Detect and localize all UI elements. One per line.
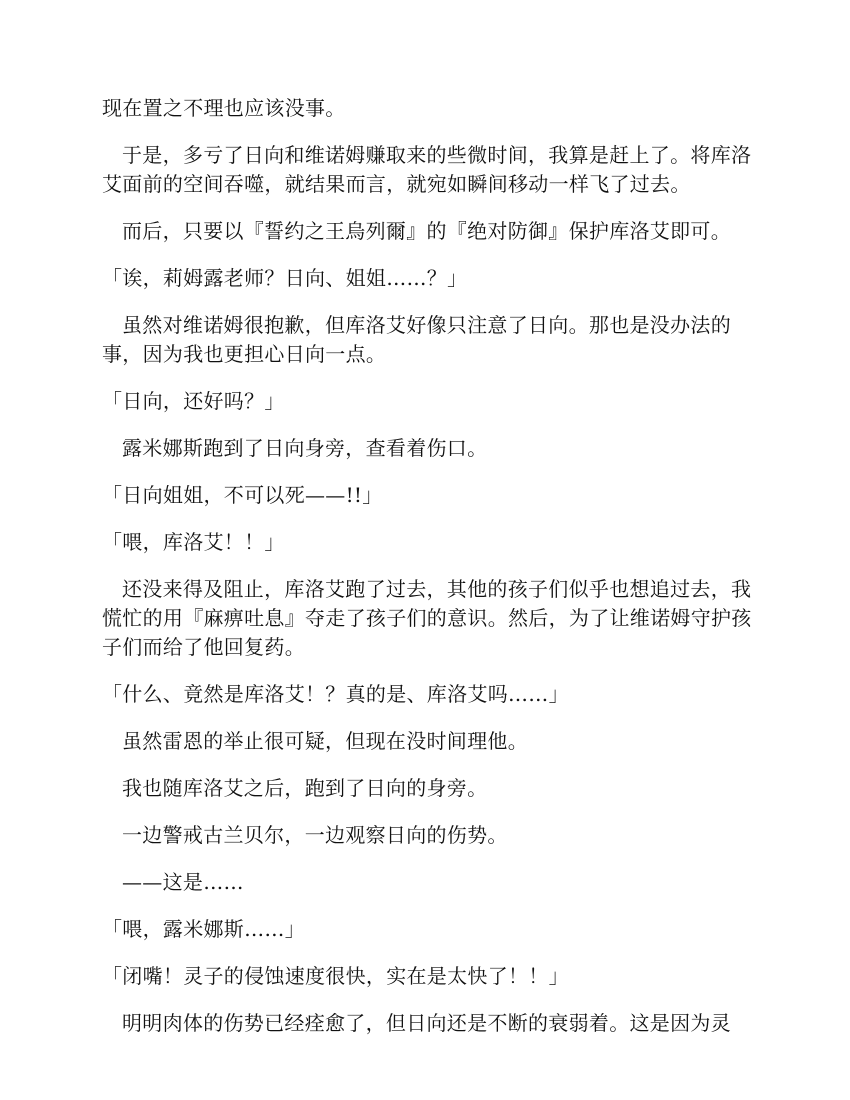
paragraph: 现在置之不理也应该没事。 [102,96,346,120]
dialogue-line: 「诶，莉姆露老师？日向、姐姐……？」 [102,266,468,290]
paragraph: 一边警戒古兰贝尔，一边观察日向的伤势。 [122,823,508,847]
dialogue-line: 「日向姐姐，不可以死——!!」 [102,483,383,507]
paragraph: 明明肉体的伤势已经痊愈了，但日向还是不断的衰弱着。这是因为灵 [122,1011,731,1035]
dialogue-line: 「什么、竟然是库洛艾！？真的是、库洛艾吗……」 [102,682,569,706]
paragraph: 虽然雷恩的举止很可疑，但现在没时间理他。 [122,729,528,753]
paragraph: 还没来得及阻止，库洛艾跑了过去，其他的孩子们似乎也想追过去，我慌忙的用『麻痹吐息』夺走了孩子们的意识。然后，为了让维诺姆守护孩子们而给了他回复药。 [102,577,752,659]
paragraph: ——这是…… [122,870,244,894]
paragraph: 露米娜斯跑到了日向身旁，查看着伤口。 [122,436,488,460]
dialogue-line: 「日向，还好吗？」 [102,389,285,413]
paragraph: 虽然对维诺姆很抱歉，但库洛艾好像只注意了日向。那也是没办法的事，因为我也更担心日向一点。 [102,313,731,366]
text-body [102,94,752,1056]
dialogue-line: 「喂，库洛艾！！」 [102,530,285,554]
dialogue-line: 「喂，露米娜斯……」 [102,917,305,941]
dialogue-line: 「闭嘴！灵子的侵蚀速度很快，实在是太快了！！」 [102,964,569,988]
paragraph: 我也随库洛艾之后，跑到了日向的身旁。 [122,776,488,800]
paragraph: 于是，多亏了日向和维诺姆赚取来的些微时间，我算是赶上了。将库洛艾面前的空间吞噬，就结果而言，就宛如瞬间移动一样飞了过去。 [102,143,752,196]
paragraph: 而后，只要以『誓约之王烏列爾』的『绝对防御』保护库洛艾即可。 [122,219,731,243]
